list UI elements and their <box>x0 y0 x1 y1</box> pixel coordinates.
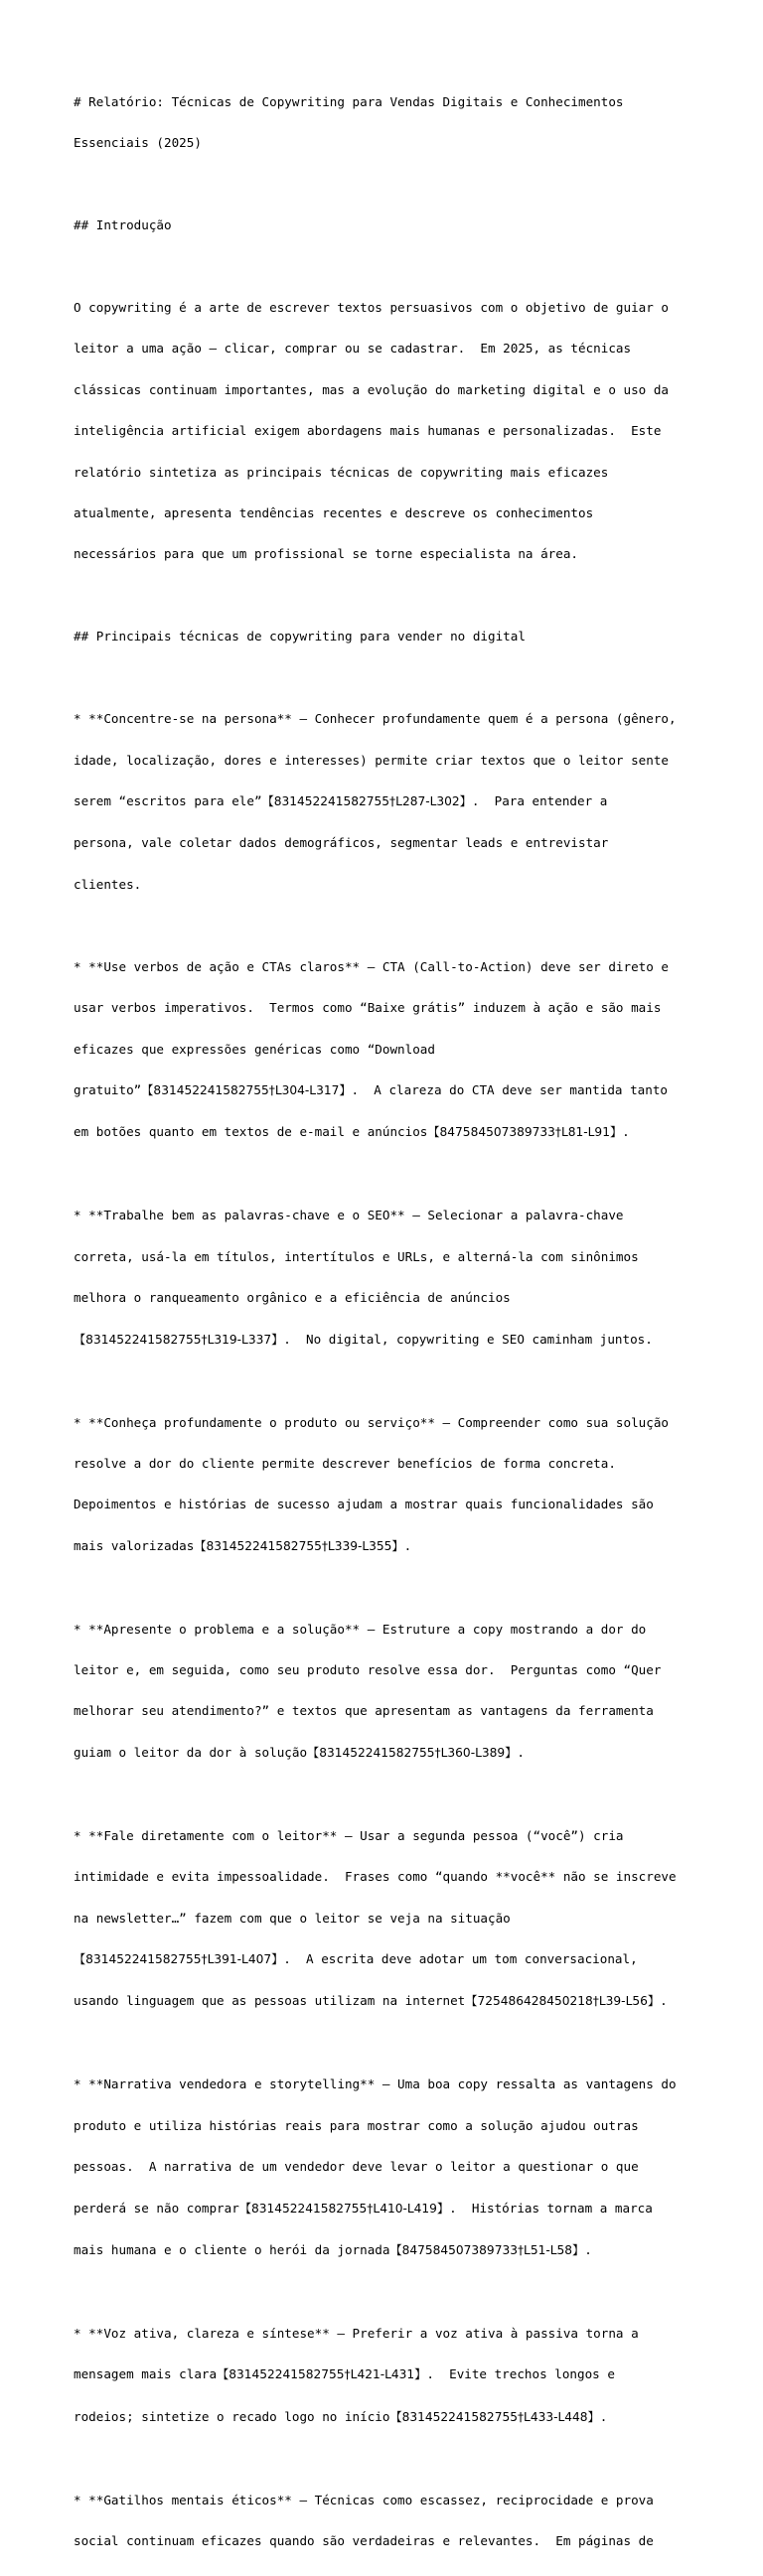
citation-marker: 【831452241582755†L339-L355】 <box>194 1538 404 1553</box>
bullet-gatilhos-mentais <box>74 2466 693 2575</box>
text-line: Depoimentos e histórias de sucesso ajudam a mostrar quais funcionalidades são <box>74 1497 654 1512</box>
text-line: O copywriting é a arte de escrever textos persuasivos com o objetivo de guiar o <box>74 299 669 315</box>
text-line: mais valorizadas【831452241582755†L339-L355】. <box>74 1537 412 1553</box>
text-line: ## Introdução <box>74 216 172 232</box>
text-line: gratuito”【831452241582755†L304-L317】. A clareza do CTA deve ser mantida tanto <box>74 1081 668 1097</box>
citation-marker: 【847584507389733†L81-L91】 <box>427 1125 623 1140</box>
text-line: * **Fale diretamente com o leitor** – Usar a segunda pessoa (“você”) cria <box>74 1827 624 1843</box>
citation-marker: 【831452241582755†L319-L337】 <box>74 1332 284 1347</box>
text-line: leitor e, em seguida, como seu produto resolve essa dor. Perguntas como “Quer <box>74 1662 662 1678</box>
text-line: * **Apresente o problema e a solução** – Estruture a copy mostrando a dor do <box>74 1621 647 1637</box>
bullet-voz-ativa <box>74 2299 693 2452</box>
text-line: social continuam eficazes quando são verdadeiras e relevantes. Em páginas de <box>74 2533 654 2549</box>
citation-marker: 【831452241582755†L421-L431】 <box>217 2367 427 2382</box>
text-line: persona, vale coletar dados demográficos, segmentar leads e entrevistar <box>74 835 609 851</box>
citation-marker: 【847584507389733†L51-L58】 <box>389 2242 585 2257</box>
text-line: perderá se não comprar【831452241582755†L410-L419】. Histórias tornam a marca <box>74 2200 653 2216</box>
text-line: atualmente, apresenta tendências recentes e descreve os conhecimentos <box>74 504 594 520</box>
text-line: ## Principais técnicas de copywriting para vender no digital <box>74 629 526 644</box>
citation-marker: 【831452241582755†L360-L389】 <box>307 1745 518 1760</box>
text-line: * **Narrativa vendedora e storytelling** – Uma boa copy ressalta as vantagens do <box>74 2076 677 2092</box>
text-line: clientes. <box>74 876 142 892</box>
text-line: intimidade e evita impessoalidade. Frases como “quando **você** não se inscreve <box>74 1869 677 1885</box>
citation-marker: 【831452241582755†L391-L407】 <box>74 1952 284 1966</box>
heading-introducao <box>74 191 693 259</box>
bullet-narrativa-storytelling <box>74 2051 693 2286</box>
text-line: clássicas continuam importantes, mas a evolução do marketing digital e o uso da <box>74 381 669 397</box>
text-line: pessoas. A narrativa de um vendedor deve levar o leitor a questionar o que <box>74 2159 639 2175</box>
text-line: * **Concentre-se na persona** – Conhecer profundamente quem é a persona (gênero, <box>74 711 677 727</box>
citation-marker: 【831452241582755†L287-L302】 <box>261 794 472 809</box>
text-line: melhorar seu atendimento?” e textos que apresentam as vantagens da ferramenta <box>74 1703 654 1719</box>
text-line: * **Conheça profundamente o produto ou serviço** – Compreender como sua solução <box>74 1414 669 1430</box>
text-line: * **Voz ativa, clareza e síntese** – Preferir a voz ativa à passiva torna a <box>74 2325 639 2341</box>
text-line: Essenciais (2025) <box>74 134 202 150</box>
bullet-palavras-chave-seo <box>74 1182 693 1374</box>
text-line: mais humana e o cliente o herói da jornada【847584507389733†L51-L58】. <box>74 2241 592 2257</box>
report-title <box>74 68 693 177</box>
bullet-verbos-ctas <box>74 932 693 1168</box>
text-line: guiam o leitor da dor à solução【831452241582755†L360-L389】. <box>74 1744 525 1760</box>
text-line: correta, usá-la em títulos, intertítulos e URLs, e alterná-la com sinônimos <box>74 1248 639 1264</box>
citation-marker: 【831452241582755†L410-L419】 <box>238 2201 450 2216</box>
text-line: necessários para que um profissional se torne especialista na área. <box>74 546 578 562</box>
text-line: * **Gatilhos mentais éticos** – Técnicas como escassez, reciprocidade e prova <box>74 2492 654 2507</box>
text-line: eficazes que expressões genéricas como “Download <box>74 1041 435 1057</box>
text-line: 【831452241582755†L391-L407】. A escrita deve adotar um tom conversacional, <box>74 1951 638 1966</box>
text-line: # Relatório: Técnicas de Copywriting para Vendas Digitais e Conhecimentos <box>74 93 624 109</box>
text-line: produto e utiliza histórias reais para mostrar como a solução ajudou outras <box>74 2117 639 2133</box>
text-line: em botões quanto em textos de e-mail e anúncios【847584507389733†L81-L91】. <box>74 1124 630 1140</box>
text-line: resolve a dor do cliente permite descrever benefícios de forma concreta. <box>74 1455 616 1471</box>
text-line: inteligência artificial exigem abordagens mais humanas e personalizadas. Este <box>74 423 662 439</box>
text-line: mensagem mais clara【831452241582755†L421-L431】. Evite trechos longos e <box>74 2366 615 2382</box>
text-line: rodeios; sintetize o recado logo no início【831452241582755†L433-L448】. <box>74 2408 608 2424</box>
text-line: melhora o ranqueamento orgânico e a eficiência de anúncios <box>74 1290 511 1306</box>
text-line: * **Trabalhe bem as palavras-chave e o SEO** – Selecionar a palavra-chave <box>74 1208 624 1223</box>
text-line: usar verbos imperativos. Termos como “Baixe grátis” induzem à ação e são mais <box>74 1000 662 1016</box>
bullet-produto-servico <box>74 1388 693 1581</box>
intro-paragraph <box>74 273 693 588</box>
text-line: idade, localização, dores e interesses) permite criar textos que o leitor sente <box>74 752 669 768</box>
text-line: leitor a uma ação – clicar, comprar ou se cadastrar. Em 2025, as técnicas <box>74 341 632 357</box>
bullet-persona <box>74 685 693 920</box>
text-line: usando linguagem que as pessoas utilizam na internet【725486428450218†L39-L56】. <box>74 1993 668 2009</box>
bullet-fale-diretamente <box>74 1801 693 2037</box>
bullet-problema-solucao <box>74 1595 693 1788</box>
citation-marker: 【831452241582755†L433-L448】 <box>389 2409 600 2424</box>
citation-marker: 【725486428450218†L39-L56】 <box>465 1994 661 2009</box>
text-line: na newsletter…” fazem com que o leitor se veja na situação <box>74 1910 511 1926</box>
heading-principais-tecnicas <box>74 603 693 671</box>
text-line: relatório sintetiza as principais técnicas de copywriting mais eficazes <box>74 464 609 480</box>
text-line: serem “escritos para ele”【831452241582755†L287-L302】. Para entender a <box>74 793 608 809</box>
text-line: * **Use verbos de ação e CTAs claros** – CTA (Call-to-Action) deve ser direto e <box>74 958 669 974</box>
text-line: 【831452241582755†L319-L337】. No digital, copywriting e SEO caminham juntos. <box>74 1331 653 1347</box>
citation-marker: 【831452241582755†L304-L317】 <box>141 1082 352 1097</box>
